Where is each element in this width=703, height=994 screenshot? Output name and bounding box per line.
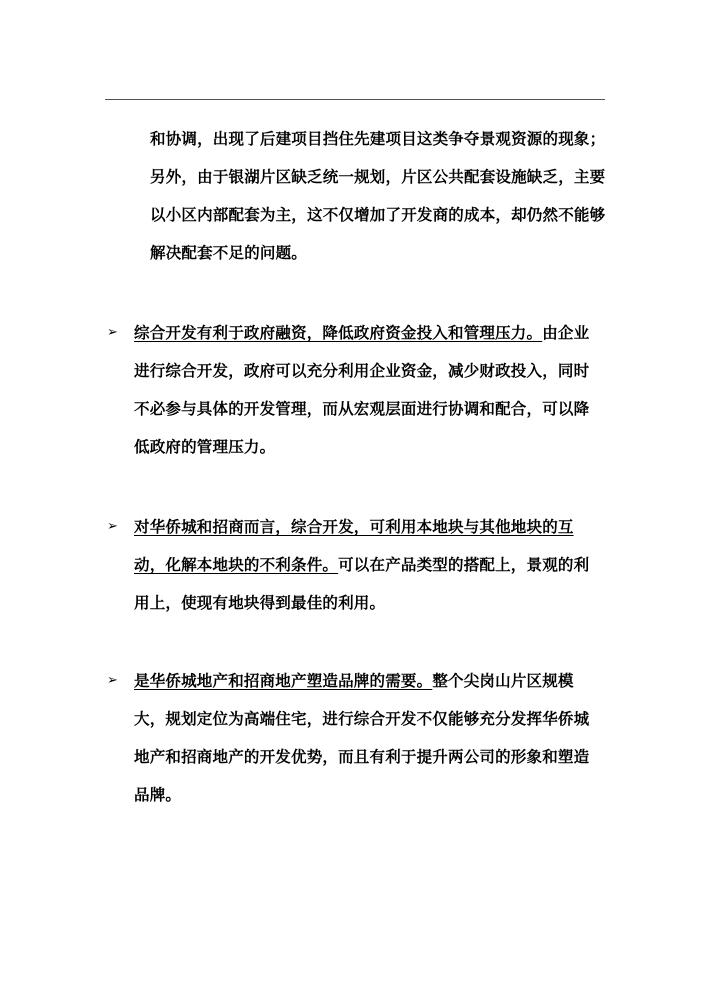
bullet-text (134, 662, 600, 814)
arrow-bullet-icon: ➢ (107, 325, 118, 340)
bullet-body: 整个尖岗山片区规模大，规划定位为高端住宅，进行综合开发不仅能够充分发挥华侨城地产和招商地产的开发优势，而且有利于提升两公司的形象和塑造品牌。 (134, 671, 590, 804)
bullet-text (134, 314, 600, 466)
continuation-paragraph: 和协调，出现了后建项目挡住先建项目这类争夺景观资源的现象；另外，由于银湖片区缺乏统一规划，片区公共配套设施缺乏，主要以小区内部配套为主，这不仅增加了开发商的成本，却仍然不能够解决配套不足的问题。 (150, 129, 606, 262)
bullet-heading: 综合开发有利于政府融资，降低政府资金投入和管理压力。 (134, 323, 543, 342)
bullet-body: 可以在产品类型的搭配上，景观的利用上，使现有地块得到最佳的利用。 (134, 555, 590, 612)
arrow-bullet-icon: ➢ (107, 673, 118, 688)
header-rule (105, 99, 605, 100)
bullet-body: 由企业进行综合开发，政府可以充分利用企业资金，减少财政投入，同时不必参与具体的开发管理，而从宏观层面进行协调和配合，可以降低政府的管理压力。 (134, 323, 590, 456)
arrow-bullet-icon: ➢ (107, 519, 118, 534)
bullet-heading: 对华侨城和招商而言，综合开发，可利用本地块与其他地块的互动，化解本地块的不利条件。 (134, 517, 574, 574)
bullet-heading: 是华侨城地产和招商地产塑造品牌的需要。 (134, 671, 433, 690)
bullet-text (134, 508, 600, 622)
